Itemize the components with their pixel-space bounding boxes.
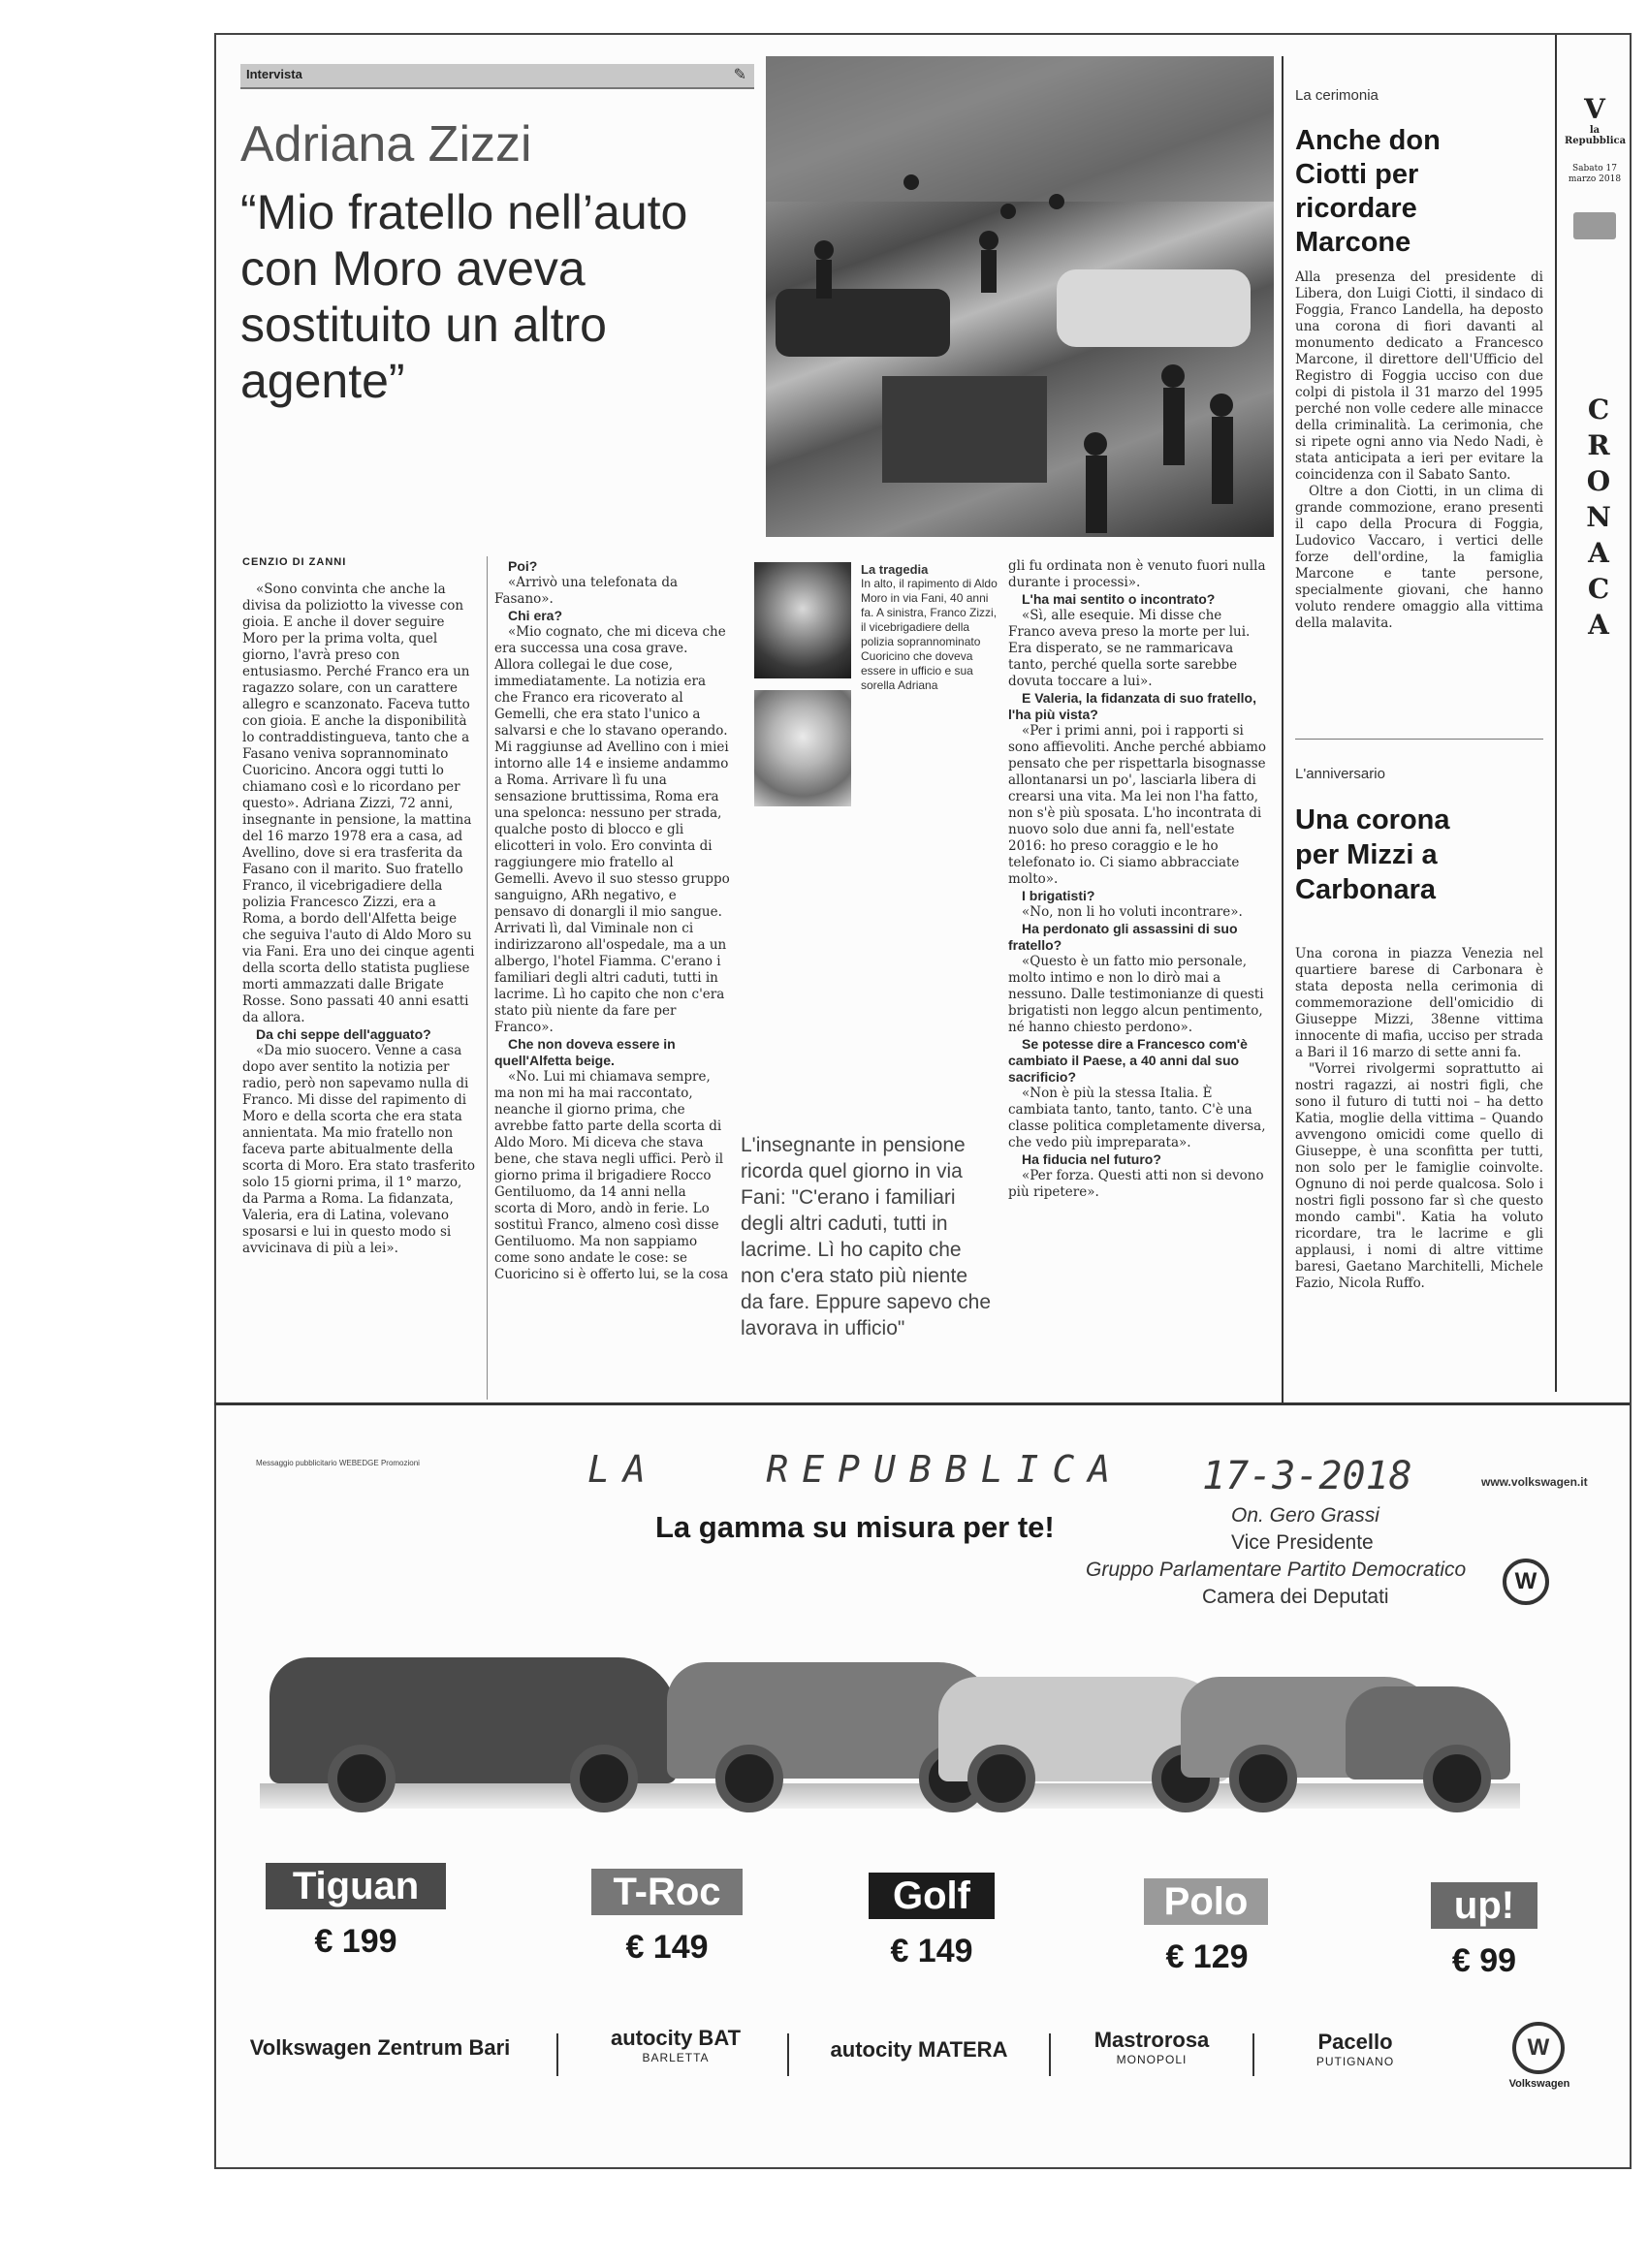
vw-logo-top: W [1503,1559,1549,1605]
answer-text: «Sì, alle esequie. Mi disse che Franco aveva preso la morte per lui. Era disperato, se ne rammaricava tanto, perché quella sorte sarebbe dovuta toccare a lui». [1008,608,1251,689]
answer-text: «No. Lui mi chiamava sempre, ma non mi ha mai raccontato, neanche il giorno prima, che avrebbe fatto parte della scorta di Aldo Moro. Mi diceva che stava bene, che stava negli uffici. Però il giorno prima il brigadiere Rocco Gentiluomo, da 14 anni nella scorta di Moro, andò in ferie. Lo sostituì Franco, almeno così disse Gentiluomo. Ma non sappiamo come sono andate le cose: se Cuoricino si è offerto lui, se la cosa [494,1069,729,1282]
wheel [1423,1745,1491,1812]
sidebar-title-1: Anche don Ciotti per ricordare Marcone [1295,125,1441,258]
stamp-chamber: Camera dei Deputati [1202,1586,1389,1608]
stamp-name: On. Gero Grassi [1231,1504,1379,1527]
headline-quote: “Mio fratello nell’auto con Moro aveva sostituito un altro agente” [240,185,688,408]
dealer-name: autocity BAT [610,2026,742,2050]
sidebar-title-2: Una corona per Mizzi a Carbonara [1295,804,1450,905]
article-column-1 [242,582,481,1257]
article-column-4 [1008,558,1268,1201]
car-road-shadow [260,1783,1520,1809]
dealer-name: Pacello [1317,2030,1393,2054]
dealer-divider [556,2033,558,2076]
price-golf: € 149 [890,1933,973,1969]
car-lineup-image [260,1590,1520,1832]
question-text: Ha fiducia nel futuro? [1022,1151,1161,1167]
column-rule [1282,56,1284,1403]
answer-text: «Non è più la stessa Italia. È cambiata tanto, tanto, tanto. C'è una classe politica completamente diversa, che vedo più impreparata». [1008,1086,1266,1150]
caption-text: In alto, il rapimento di Aldo Moro in via Fani, 40 anni fa. A sinistra, Franco Zizzi, il vicebrigadiere della polizia soprannominato Cuoricino che doveva essere in ufficio e sua sorella Adriana [861,577,998,692]
byline: CENZIO DI ZANNI [242,556,347,568]
pull-quote: L'insegnante in pensione ricorda quel giorno in via Fani: "C'erano i familiari degli altri caduti, tutti in lacrime. Lì ho capito che non c'era stato più niente da fare. Eppure sapevo che lavorava in ufficio" [741,1134,992,1339]
sidebar-paragraph: Oltre a don Ciotti, in un clima di grande commozione, erano presenti il capo della Procura di Foggia, Ludovico Vaccaro, i vertici delle forze dell'ordine, la famiglia Marcone e tante persone, specialmente giovani, che hanno voluto rendere omaggio alla vittima della malavita. [1295,484,1543,631]
city-emblem [1573,212,1616,239]
model-label-tiguan: Tiguan [266,1863,446,1909]
sidebar-paragraph: Alla presenza del presidente di Libera, don Luigi Ciotti, il sindaco di Foggia, Franco Landella, ha deposto una corona di fiori davanti al monumento dedicato a Francesco Marcone, il direttore dell'Ufficio del Registro di Foggia ucciso con due colpi di pistola il 31 marzo del 1995 perché non volle cedere alle minacce della criminalità. La cerimonia, che si ripete ogni anno via Nedo Nadi, è stata anticipata a ieri per evitare la coincidenza con il Sabato Santo. [1295,269,1543,483]
dealer-divider [787,2033,789,2076]
ad-headline: La gamma su misura per te! [655,1510,1055,1544]
wheel [328,1745,396,1812]
pen-icon: ✎ [733,65,746,83]
dealer-name: Mastrorosa [1093,2028,1210,2052]
dealer-mastrorosa [1055,2028,1249,2066]
sidebar-kicker-1: La cerimonia [1295,87,1379,104]
dealer-vw-zentrum-bari [206,2035,555,2061]
answer-text: gli fu ordinata non è venuto fuori nulla durante i processi». [1008,558,1266,590]
caption-title: La tragedia [861,562,929,577]
dealer-divider [1252,2033,1254,2076]
dealer-row [206,2026,1582,2090]
question-text: E Valeria, la fidanzata di suo fratello, l'ha più vista? [1008,690,1256,722]
dealer-name: autocity MATERA [830,2037,1008,2062]
sidebar-body-2 [1295,946,1543,1292]
photo-caption [861,562,998,693]
stamp-group: Gruppo Parlamentare Partito Democratico [1086,1559,1467,1581]
headline-name: Adriana Zizzi [240,116,532,173]
question-text: I brigatisti? [1022,888,1095,903]
portrait-franco-zizzi [754,562,851,678]
vw-logo-icon: W [1512,2022,1565,2074]
price-up: € 99 [1451,1942,1517,1979]
question-text: Chi era? [508,608,563,623]
handwritten-date: 17-3-2018 [1202,1454,1412,1498]
article-column-2 [494,558,731,1283]
dealer-city: MONOPOLI [1116,2053,1188,2066]
paper-name: la Repubblica [1565,125,1627,146]
sidebar-paragraph: "Vorrei rivolgermi soprattutto ai nostri ragazzi, ai nostri figli, che sono il futuro di tutti noi – ha detto Katia, moglie della vittima – Quando avvengono omicidi come quello di Giuseppe, è una sconfitta per tutti, non solo per le famiglie coinvolte. Ognuno di noi perde qualcosa. Solo i nostri figli possono far sì che questo mondo cambi". Katia ha voluto ricordare, tra le lacrime e gli applausi, i nomi di altre vittime baresi, Gaetano Marchitelli, Michele Fazio, Nicola Ruffo. [1295,1061,1543,1291]
price-t-roc: € 149 [625,1929,709,1966]
model-label-golf: Golf [869,1873,995,1919]
dealer-city: BARLETTA [642,2051,710,2064]
paper-logo-letter: V [1584,93,1605,125]
price-polo: € 129 [1165,1938,1249,1975]
wheel [1229,1745,1297,1812]
section-divider [214,1402,1630,1405]
masthead-strip [1565,93,1625,239]
answer-text: «Arrivò una telefonata da Fasano». [494,575,679,607]
answer-text: «Per i primi anni, poi i rapporti si sono affievoliti. Anche perché abbiamo pensato che per rispettarla bisognasse allontanarsi un po', lasciarla libera di crearsi una vita. Ma lei non l'ha fatto, non s'è più sposata. L'ho incontrata di nuovo solo due anni fa, nell'estate 2016: ho preso coraggio e le ho telefonato io. Ci siamo abbracciate molto». [1008,723,1267,887]
section-tag-bar [240,64,754,89]
question-text: Ha perdonato gli assassini di suo fratello? [1008,921,1238,953]
question-text: Poi? [508,558,538,574]
dealer-autocity-matera [793,2037,1045,2063]
sidebar-paragraph: Una corona in piazza Venezia nel quartiere barese di Carbonara è stata deposta nella cerimonia di commemorazione dell'omicidio di Giuseppe Mizzi, 38enne vittima innocente di mafia, ucciso per strada a Bari il 16 marzo di sette anni fa. [1295,946,1543,1060]
question-text: Che non doveva essere in quell'Alfetta beige. [494,1036,676,1068]
section-tag: Intervista [246,67,302,81]
answer-text: «Questo è un fatto mio personale, molto intimo e non lo dirò mai a nessuno. Dalle testimonianze di questi brigatisti non leggo alcun pentimento, né hanno chiesto perdono». [1008,954,1264,1035]
ad-url: www.volkswagen.it [1481,1475,1588,1489]
model-label-up: up! [1431,1882,1537,1929]
photo-scene [766,56,1274,537]
wheel [715,1745,783,1812]
dealer-divider [1049,2033,1051,2076]
answer-text: «Sono convinta che anche la divisa da poliziotto la vivesse con gioia. E anche il dover seguire Moro per la prima volta, quel giorno, l'avrà preso con entusiasmo. Perché Franco era un ragazzo solare, con un carattere allegro e scanzonato. Faceva tutto con gioia. E anche la disponibilità lo contraddistingueva, tanto che a Fasano veniva soprannominato Cuoricino. Ancora oggi tutti lo chiamano così e lo ricordano per questo». Adriana Zizzi, 72 anni, insegnante in pensione, la mattina del 16 marzo 1978 era a casa, ad Avellino, dove si era trasferita da Fasano con il marito. Suo fratello Franco, il vicebrigadiere della polizia Francesco Zizzi, era a Roma, a bordo dell'Alfetta beige che seguiva l'auto di Aldo Moro su via Fani. Era uno dei cinque agenti della scorta dello statista pugliese morti ammazzati dalle Brigate Rosse. Sono passati 40 anni esatti da allora. [242,582,475,1025]
question-text: Se potesse dire a Francesco com'è cambiato il Paese, a 40 anni dal suo sacrificio? [1008,1036,1248,1085]
answer-text: «No, non li ho voluti incontrare». [1022,904,1243,920]
paper-date: Sabato 17 marzo 2018 [1568,164,1622,184]
main-photo-via-fani [766,56,1274,537]
model-label-t-roc: T-Roc [591,1869,743,1915]
vw-brand-name: Volkswagen [1508,2078,1570,2090]
dealer-city: PUTIGNANO [1315,2055,1395,2068]
dealer-name: Volkswagen Zentrum Bari [249,2035,511,2060]
ad-fineprint: Messaggio pubblicitario WEBEDGE Promozioni [256,1459,420,1467]
answer-text: «Mio cognato, che mi diceva che era successa una cosa grave. Allora collegai le due cose, immediatamente. La notizia era che Franco era ricoverato al Gemelli, che era stato l'unico a salvarsi e che lo stavano operando. Mi raggiunse ad Avellino con i miei intorno alle 14 e insieme andammo a Roma. Arrivare lì fu una sensazione bruttissima, Roma era una spelonca: nessuno per strada, qualche posto di blocco e gli elicotteri in volo. Ero convinta di raggiungere mio fratello al Gemelli. Avevo il suo stesso gruppo sanguigno, ARh negativo, e pensavo di donargli il mio sangue. Arrivati lì, dal Viminale non ci indirizzarono all'ospedale, ma a un albergo, l'hotel Fiamma. C'erano i familiari degli altri caduti, tutti in lacrime. Lì ho capito che non c'era stato più niente da fare per Franco». [494,624,730,1035]
sidebar-body-1 [1295,269,1543,632]
model-label-polo: Polo [1144,1878,1268,1925]
column-rule [487,556,488,1400]
stamp-role: Vice Presidente [1231,1531,1374,1554]
answer-text: «Per forza. Questi atti non si devono più ripetere». [1008,1168,1264,1200]
question-text: Da chi seppe dell'agguato? [256,1026,431,1042]
dealer-autocity-bat [564,2026,787,2064]
dealer-pacello [1258,2030,1452,2068]
sidebar-divider [1295,739,1543,740]
sidebar-kicker-2: L'anniversario [1295,766,1385,782]
portrait-adriana-zizzi [754,690,851,806]
answer-text: «Da mio suocero. Venne a casa dopo aver sentito la notizia per radio, però non sapevamo nulla di Franco. Mi disse del rapimento di Moro e della scorta che era stata annientata. Ma mio fratello non faceva parte abitualmente della scorta di Moro. Era stato trasferito solo 15 giorni prima, il 1° marzo, da Parma a Roma. La fidanzata, Valeria, era di Latina, volevano sposarsi e lui in questo modo si avvicinava di più a lei». [242,1043,476,1256]
section-label-vertical: CRONACA [1586,394,1611,641]
wheel [967,1745,1035,1812]
wheel [570,1745,638,1812]
question-text: L'ha mai sentito o incontrato? [1022,591,1216,607]
strip-rule [1555,35,1557,1392]
price-tiguan: € 199 [314,1923,397,1960]
handwritten-paper-name: LA REPUBBLICA [587,1448,1125,1491]
